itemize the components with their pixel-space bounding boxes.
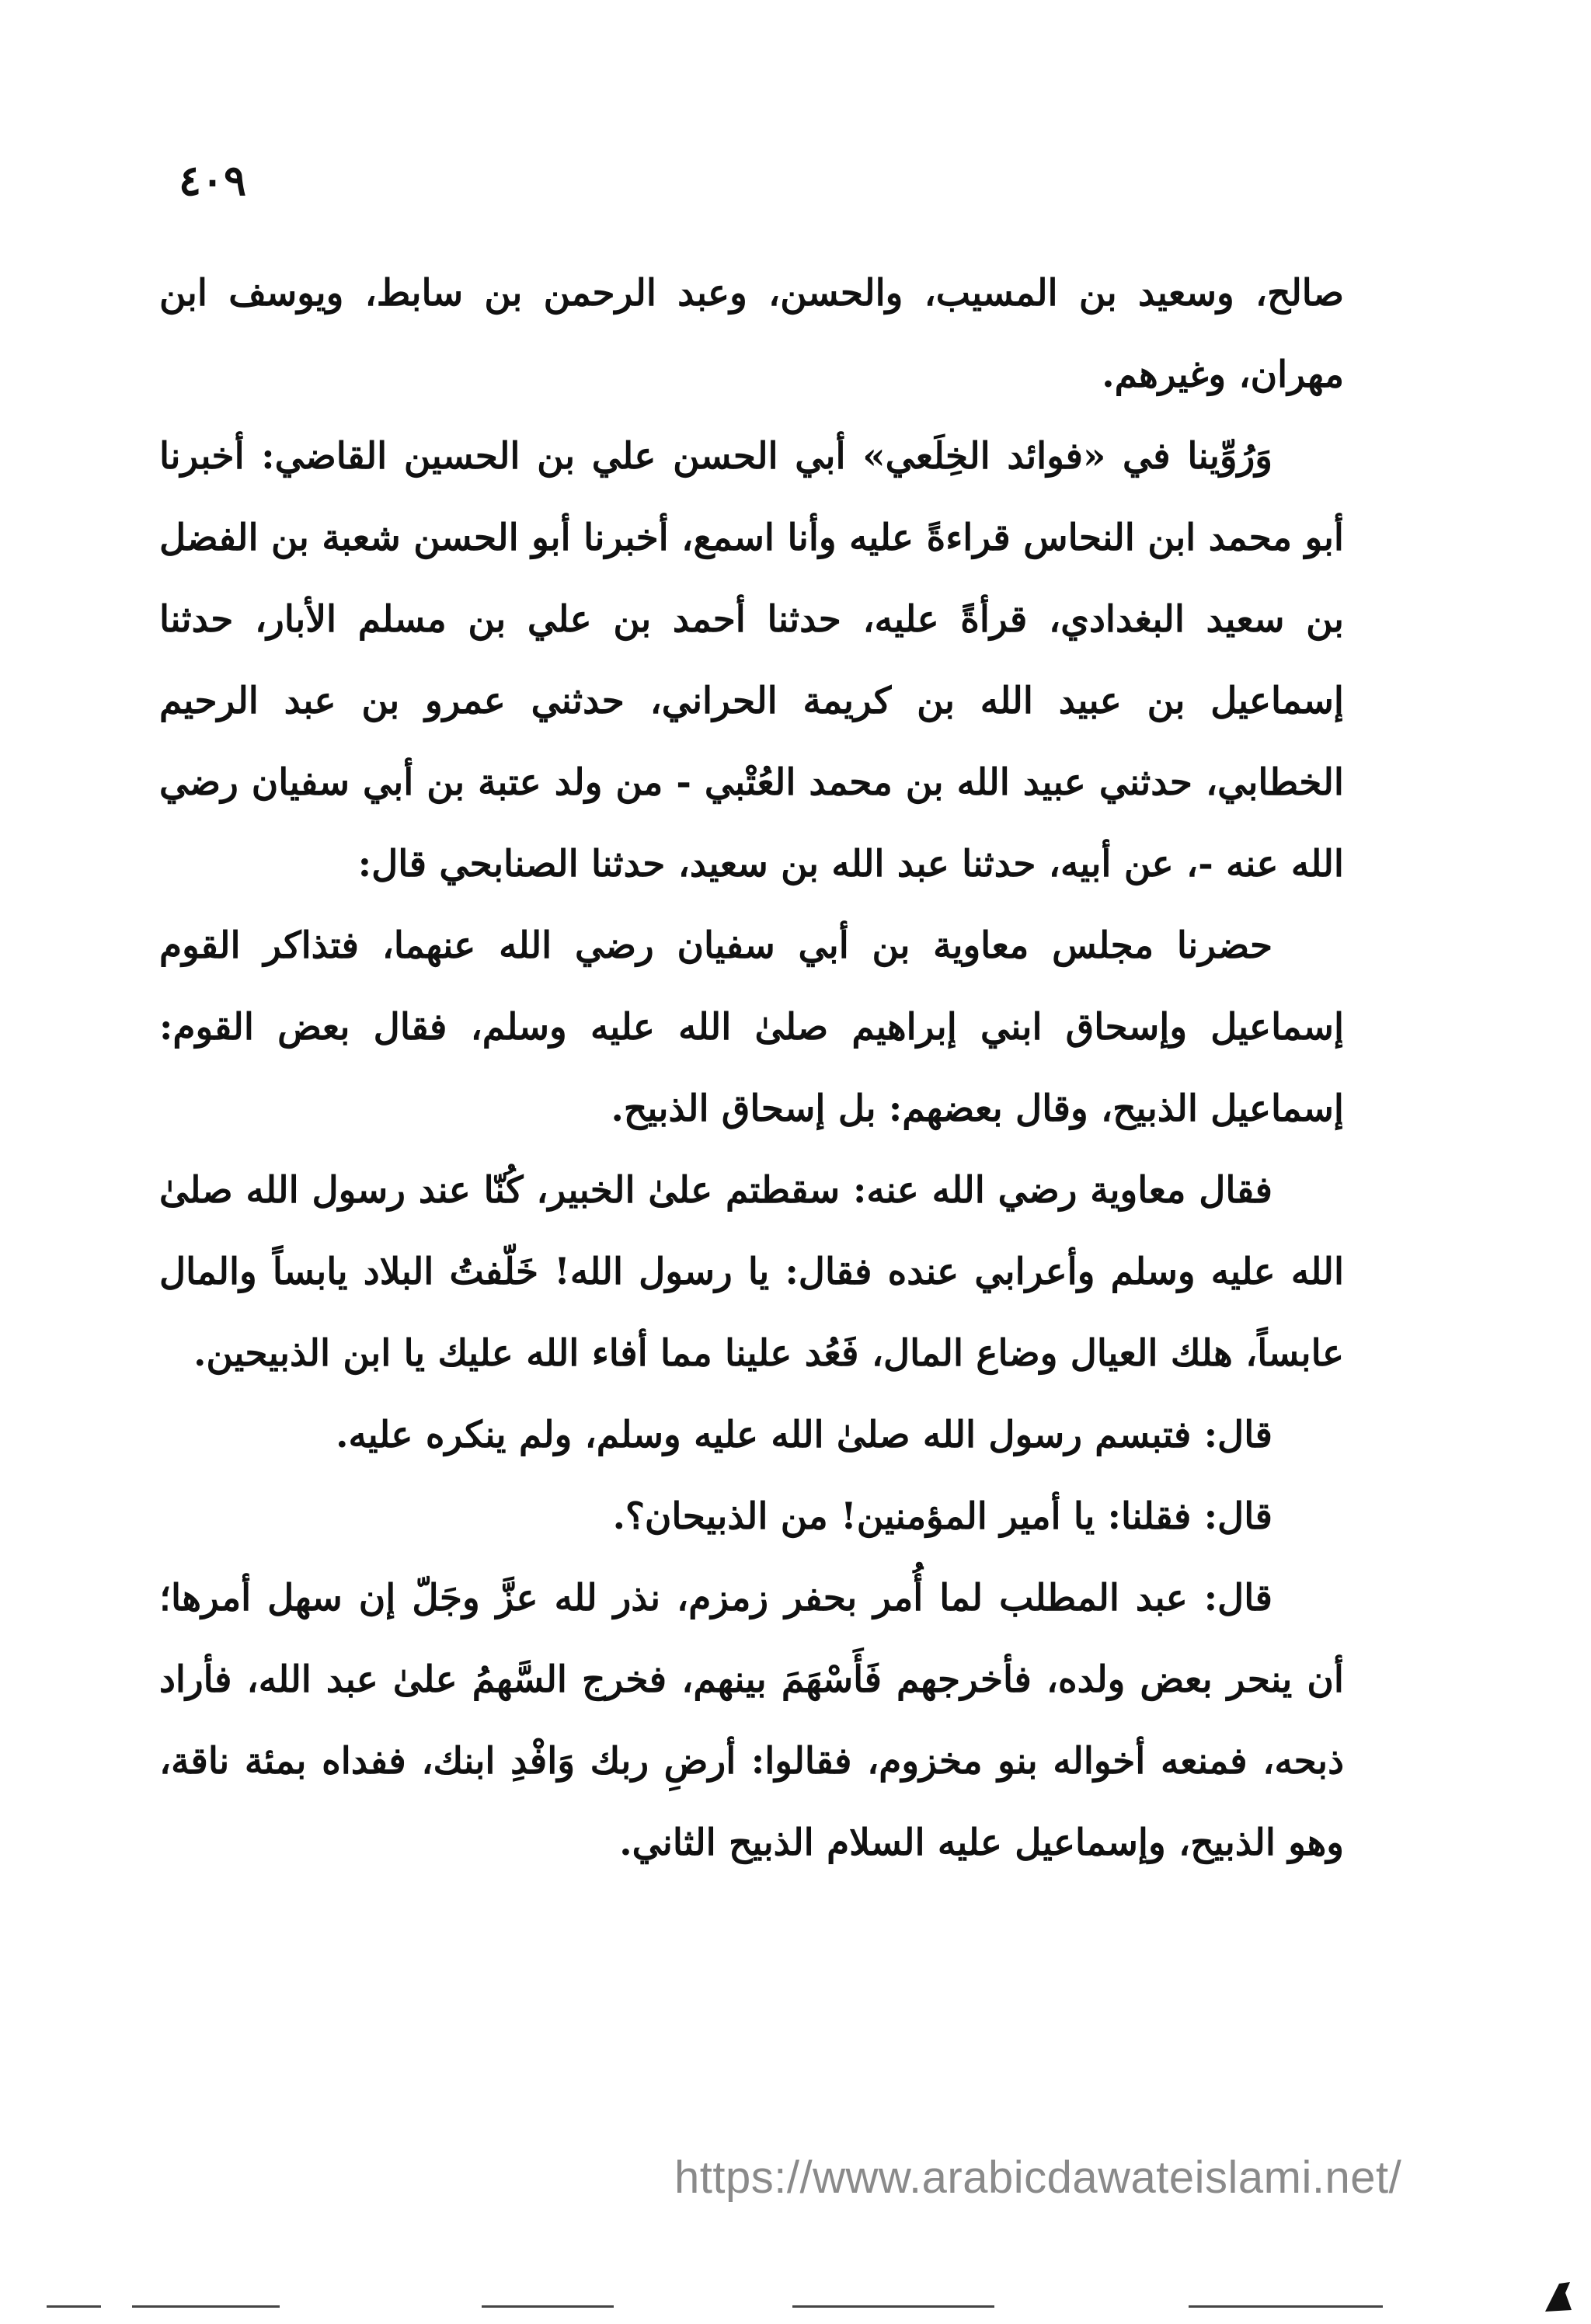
paragraph-1: صالح، وسعيد بن المسيب، والحسن، وعبد الرحمن بن سابط، ويوسف ابن مهران، وغيرهم.: [159, 272, 1344, 396]
paragraph-2: وَرُوِّينا في «فوائد الخِلَعي» أبي الحسن علي بن الحسين القاضي: أخبرنا أبو محمد ابن النحاس قراءةً عليه وأنا اسمع، أخبرنا أبو الحسن شعبة بن الفضل بن سعيد البغدادي، قرأةً عليه، حدثنا أحمد بن علي بن مسلم الأبار، حدثنا إسماعيل بن عبيد الله بن كريمة الحراني، حدثني عمرو بن عبد الرحيم الخطابي، حدثني عبيد الله بن محمد العُتْبي - من ولد عتبة بن أبي سفيان رضي الله عنه -، عن أبيه، حدثنا عبد الله بن سعيد، حدثنا الصنابحي قال:: [159, 435, 1344, 885]
paragraph-7: قال: عبد المطلب لما أُمر بحفر زمزم، نذر لله عزَّ وجَلّ إن سهل أمرها؛ أن ينحر بعض ولده، فأخرجهم فَأَسْهَمَ بينهم، فخرج السَّهمُ علىٰ عبد الله، فأراد ذبحه، فمنعه أخواله بنو مخزوم، فقالوا: أرضِ ربك وَافْدِ ابنك، ففداه بمئة ناقة، وهو الذبيح، وإسماعيل عليه السلام الذبيح الثاني.: [159, 1577, 1344, 1864]
body-text: [159, 252, 1344, 1884]
footer-rules: [47, 2305, 1523, 2312]
footer-rule: [1189, 2305, 1383, 2308]
corner-scan-mark: [1542, 2276, 1573, 2315]
footer-rule: [47, 2305, 101, 2308]
paragraph-5: قال: فتبسم رسول الله صلىٰ الله عليه وسلم، ولم ينكره عليه.: [336, 1414, 1272, 1456]
watermark-url: https://www.arabicdawateislami.net/: [674, 2152, 1402, 2203]
footer-rule: [132, 2305, 280, 2308]
paragraph-3: حضرنا مجلس معاوية بن أبي سفيان رضي الله عنهما، فتذاكر القوم إسماعيل وإسحاق ابني إبراهيم صلىٰ الله عليه وسلم، فقال بعض القوم: إسماعيل الذبيح، وقال بعضهم: بل إسحاق الذبيح.: [159, 924, 1344, 1130]
footer-rule: [792, 2305, 994, 2308]
footer-rule: [482, 2305, 614, 2308]
paragraph-6: قال: فقلنا: يا أمير المؤمنين! من الذبيحان؟.: [612, 1495, 1272, 1538]
page-number: ٤٠٩: [179, 155, 247, 205]
paragraph-4: فقال معاوية رضي الله عنه: سقطتم علىٰ الخبير، كُنّا عند رسول الله صلىٰ الله عليه وسلم وأعرابي عنده فقال: يا رسول الله! خَلّفتُ البلاد يابساً والمال عابساً، هلك العيال وضاع المال، فَعُد علينا مما أفاء الله عليك يا ابن الذبيحين.: [159, 1169, 1344, 1375]
